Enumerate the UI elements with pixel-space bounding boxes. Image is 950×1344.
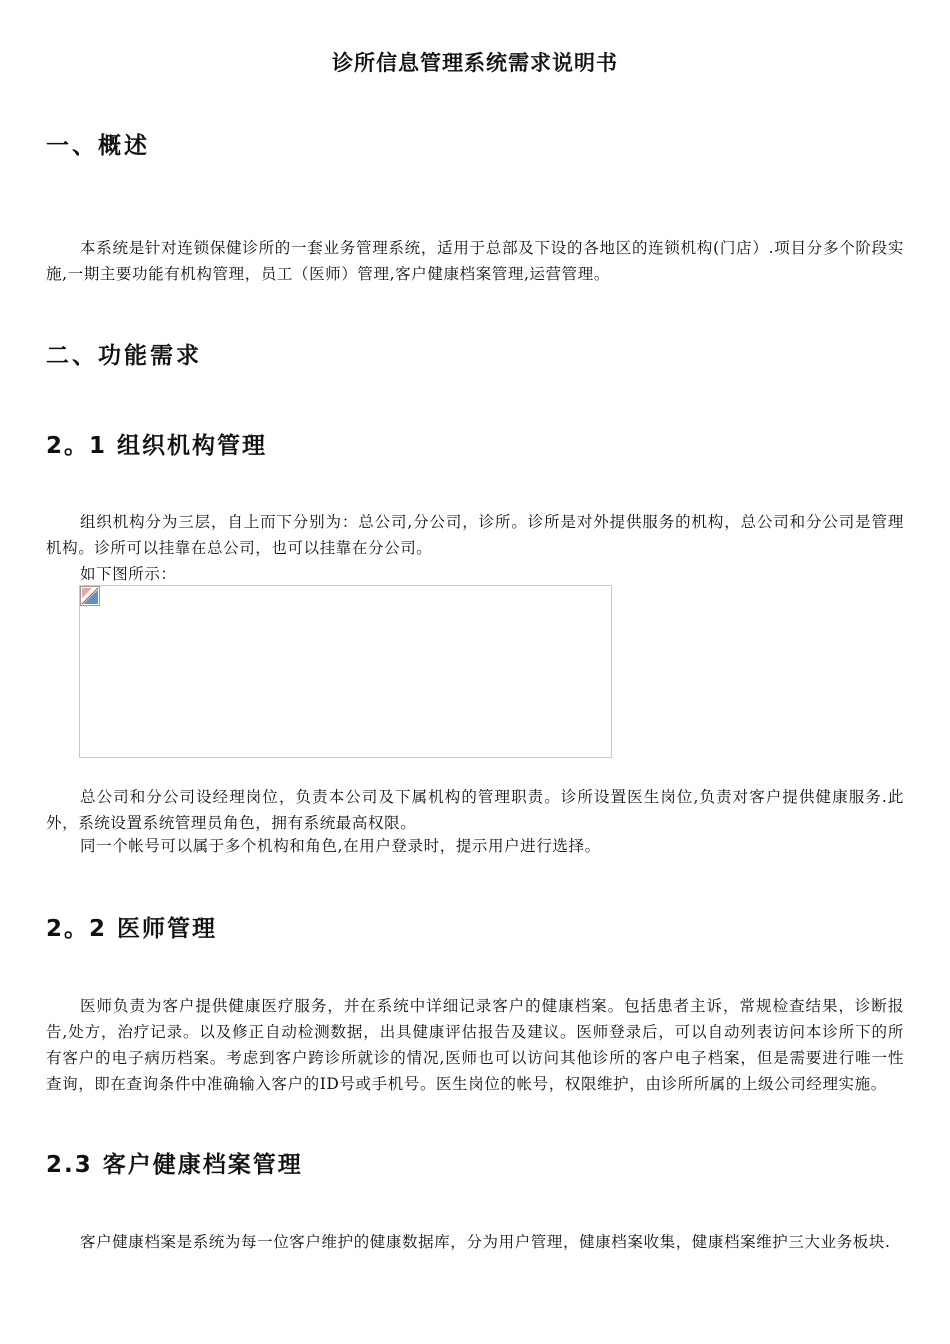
health-paragraph: 客户健康档案是系统为每一位客户维护的健康数据库，分为用户管理，健康档案收集，健康档案维护三大业务板块. [80, 1233, 891, 1251]
org-paragraph-1: 组织机构分为三层，自上而下分别为：总公司,分公司，诊所。诊所是对外提供服务的机构，总公司和分公司是管理机构。诊所可以挂靠在总公司，也可以挂靠在分公司。 [46, 513, 904, 557]
subsection-heading-health: 2.3 客户健康档案管理 [46, 1152, 303, 1178]
subsection-heading-doctor: 2。2 医师管理 [46, 916, 218, 942]
document-title: 诊所信息管理系统需求说明书 [332, 51, 618, 75]
org-paragraph-2: 如下图所示： [80, 565, 177, 583]
broken-image-icon [80, 586, 100, 606]
subsection-heading-org: 2。1 组织机构管理 [46, 433, 268, 459]
org-chart-image-placeholder [79, 585, 612, 758]
section-heading-requirements: 二、功能需求 [46, 343, 202, 369]
section-heading-overview: 一、概述 [46, 133, 150, 159]
org-paragraph-4: 同一个帐号可以属于多个机构和角色,在用户登录时，提示用户进行选择。 [80, 837, 601, 855]
overview-paragraph: 本系统是针对连锁保健诊所的一套业务管理系统，适用于总部及下设的各地区的连锁机构(门店）.项目分多个阶段实施,一期主要功能有机构管理，员工（医师）管理,客户健康档案管理,运营管理。 [46, 239, 904, 283]
doctor-paragraph: 医师负责为客户提供健康医疗服务，并在系统中详细记录客户的健康档案。包括患者主诉，常规检查结果，诊断报告,处方，治疗记录。以及修正自动检测数据，出具健康评估报告及建议。医师登录后，可以自动列表访问本诊所下的所有客户的电子病历档案。考虑到客户跨诊所就诊的情况,医师也可以访问其他诊所的客户电子档案，但是需要进行唯一性查询，即在查询条件中准确输入客户的ID号或手机号。医生岗位的帐号，权限维护，由诊所所属的上级公司经理实施。 [46, 997, 904, 1093]
org-paragraph-3: 总公司和分公司设经理岗位，负责本公司及下属机构的管理职责。诊所设置医生岗位,负责对客户提供健康服务.此外，系统设置系统管理员角色，拥有系统最高权限。 [46, 788, 904, 832]
